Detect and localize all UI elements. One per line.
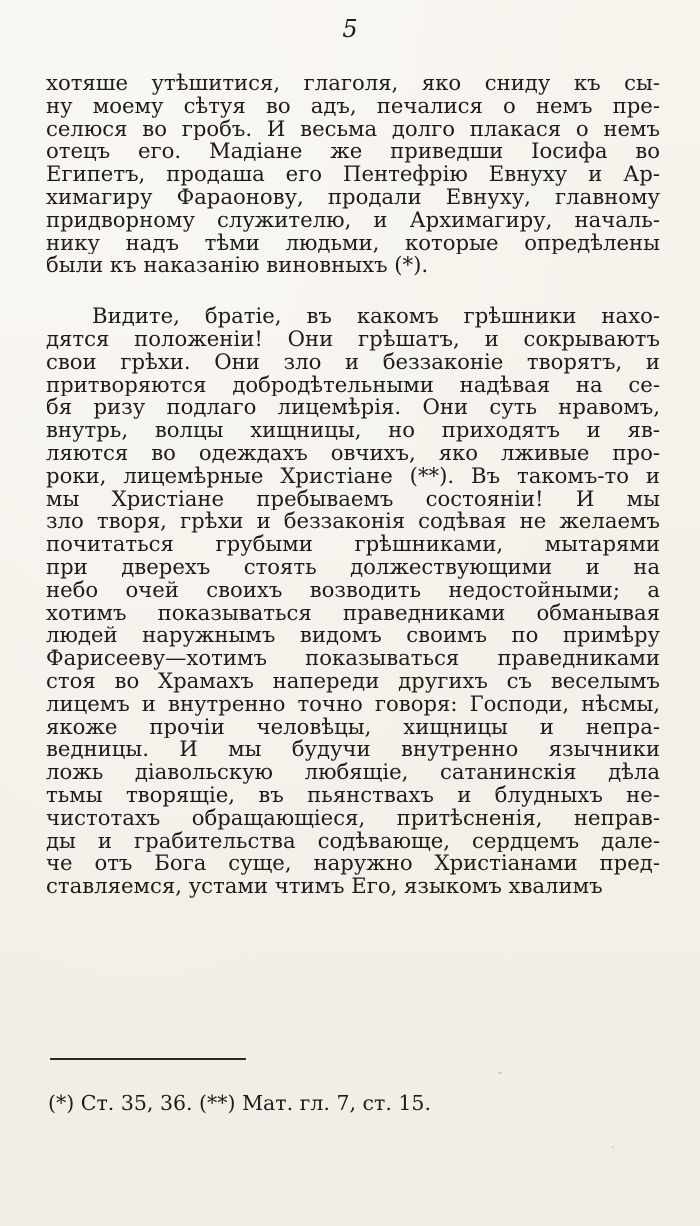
text-line: ставляемся, устами чтимъ Его, языкомъ хвалимъ — [46, 875, 603, 898]
page-number: 5 — [342, 15, 358, 43]
text-line: придворному служителю, и Архимагиру, началь- — [46, 208, 660, 232]
text-line: хотимъ показываться праведниками обманывая — [46, 601, 660, 625]
text-line: хотяше утѣшитися, глаголя, яко сниду къ сы- — [46, 72, 660, 95]
paragraph-2 — [46, 305, 660, 898]
text-line: зло творя, грѣхи и беззаконія содѣвая не желаемъ — [46, 510, 660, 534]
text-line: якоже прочіи человѣцы, хищницы и непра- — [46, 715, 660, 739]
text-line: ложь діавольскую любящіе, сатанинскія дѣла — [46, 761, 660, 784]
text-line: нику надъ тѣми людьми, которые опредѣлены — [46, 231, 660, 255]
text-line: притворяются добродѣтельными надѣвая на се- — [46, 373, 660, 397]
text-line: роки, лицемѣрные Христіане (**). Въ такомъ-то и — [46, 464, 660, 488]
text-line: были къ наказанію виновныхъ (*). — [46, 254, 429, 278]
text-line: Египетъ, продаша его Пентефрію Евнуху и Ар- — [46, 163, 660, 186]
footnote-divider — [50, 1058, 246, 1060]
paragraph-gap — [46, 277, 660, 305]
paper-speck — [612, 1146, 614, 1148]
text-line: селюся во гробъ. И весьма долго плакася о немъ — [46, 117, 660, 141]
text-line: ведницы. И мы будучи внутренно язычники — [46, 738, 660, 762]
text-line: тьмы творящіе, въ пьянствахъ и блудныхъ не- — [46, 783, 660, 807]
text-line: ляются во одеждахъ овчихъ, яко лживые про- — [46, 441, 660, 465]
body-text — [46, 72, 660, 898]
text-line: свои грѣхи. Они зло и беззаконіе творятъ, и — [46, 350, 660, 374]
text-line: Фарисееву—хотимъ показываться праведниками — [46, 647, 660, 670]
text-line: мы Христіане пребываемъ состояніи! И мы — [46, 487, 660, 511]
text-line: стоя во Храмахъ напереди другихъ съ веселымъ — [46, 669, 660, 693]
text-line: при дверехъ стоять должествующими и на — [46, 555, 660, 579]
paragraph-1 — [46, 72, 660, 277]
text-line: химагиру Фараонову, продали Евнуху, главному — [46, 185, 660, 209]
text-line: людей наружнымъ видомъ своимъ по примѣру — [46, 624, 660, 648]
text-line: почитаться грубыми грѣшниками, мытарями — [46, 533, 660, 556]
paper-speck — [540, 322, 543, 325]
text-line: внутрь, волцы хищницы, но приходятъ и яв- — [46, 419, 660, 442]
text-line: ну моему сѣтуя во адъ, печалися о немъ пре- — [46, 94, 660, 118]
text-line: небо очей своихъ возводить недостойными; а — [46, 578, 660, 602]
text-line: дятся положеніи! Они грѣшатъ, и сокрываютъ — [46, 327, 660, 351]
text-line: отецъ его. Мадіане же приведши Іосифа во — [46, 140, 660, 164]
text-line: Видите, братіе, въ какомъ грѣшники нахо- — [92, 305, 660, 328]
text-line: лицемъ и внутренно точно говоря: Господи, нѣсмы, — [46, 692, 660, 716]
footnote: (*) Ст. 35, 36. (**) Мат. гл. 7, ст. 15. — [48, 1091, 431, 1115]
text-line: че отъ Бога суще, наружно Христіанами пред- — [46, 852, 660, 876]
text-line: бя ризу подлаго лицемѣрія. Они суть нравомъ, — [46, 396, 660, 420]
text-line: чистотахъ обращающіеся, притѣсненія, неправ- — [46, 806, 660, 830]
paper-speck — [498, 1072, 502, 1074]
text-line: ды и грабительства содѣвающе, сердцемъ дале- — [46, 829, 660, 853]
